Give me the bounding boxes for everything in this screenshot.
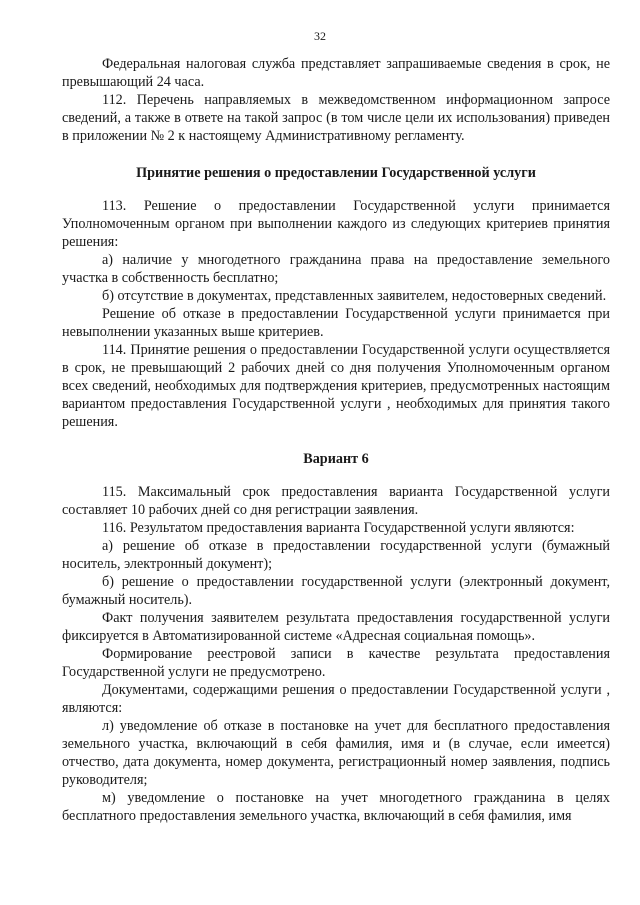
paragraph: а) решение об отказе в предоставлении государственной услуги (бумажный носитель, электронный документ);: [62, 538, 610, 572]
section-heading: Принятие решения о предоставлении Государственной услуги: [136, 165, 536, 181]
paragraph: Документами, содержащими решения о предоставлении Государственной услуги , являются:: [62, 682, 610, 716]
paragraph: 114. Принятие решения о предоставлении Государственной услуги осуществляется в срок, не превышающий 2 рабочих дней со дня получения Уполномоченным органом всех сведений, необходимых для подтверждения критериев, предусмотренных настоящим вариантом предоставления Государственной услуги , необходимых для принятия такого решения.: [62, 342, 610, 430]
paragraph: Федеральная налоговая служба представляет запрашиваемые сведения в срок, не превышающий 24 часа.: [62, 56, 610, 90]
paragraph: б) решение о предоставлении государственной услуги (электронный документ, бумажный носитель).: [62, 574, 610, 608]
paragraph: м) уведомление о постановке на учет многодетного гражданина в целях бесплатного предоставления земельного участка, включающий в себя фамилия, имя: [62, 790, 610, 824]
document-body: [62, 55, 610, 825]
paragraph: 116. Результатом предоставления варианта Государственной услуги являются:: [102, 520, 575, 536]
paragraph: б) отсутствие в документах, представленных заявителем, недостоверных сведений.: [102, 288, 607, 304]
paragraph: л) уведомление об отказе в постановке на учет для бесплатного предоставления земельного участка, включающий в себя фамилия, имя и (в случае, если имеется) отчество, дата документа, номер документа, регистрационный номер заявления, подпись руководителя;: [62, 718, 610, 788]
paragraph: а) наличие у многодетного гражданина права на предоставление земельного участка в собственность бесплатно;: [62, 252, 610, 286]
paragraph: 112. Перечень направляемых в межведомственном информационном запросе сведений, а также в ответе на такой запрос (в том числе цели их использования) приведен в приложении № 2 к настоящему Административному регламенту.: [62, 92, 610, 144]
page-number: 32: [314, 29, 326, 43]
paragraph: Факт получения заявителем результата предоставления государственной услуги фиксируется в Автоматизированной системе «Адресная социальная помощь».: [62, 610, 610, 644]
paragraph: 115. Максимальный срок предоставления варианта Государственной услуги составляет 10 рабочих дней со дня регистрации заявления.: [62, 484, 610, 518]
section-heading: Вариант 6: [303, 451, 369, 467]
paragraph: Решение об отказе в предоставлении Государственной услуги принимается при невыполнении указанных выше критериев.: [62, 306, 610, 340]
paragraph: Формирование реестровой записи в качестве результата предоставления Государственной услуги не предусмотрено.: [62, 646, 610, 680]
paragraph: 113. Решение о предоставлении Государственной услуги принимается Уполномоченным органом при выполнении каждого из следующих критериев принятия решения:: [62, 198, 610, 250]
